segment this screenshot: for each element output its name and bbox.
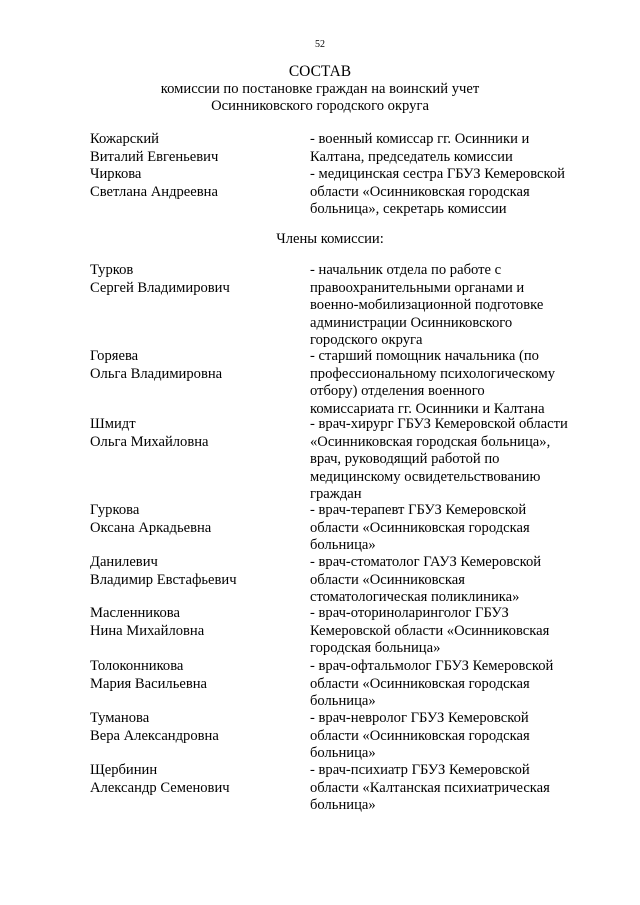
member-role: - врач-офтальмолог ГБУЗ Кемеровской области «Осинниковская городская больница» xyxy=(310,658,554,710)
document-title-block xyxy=(0,63,640,115)
page-number: 52 xyxy=(315,39,325,50)
member-role: - медицинская сестра ГБУЗ Кемеровской области «Осинниковская городская больница», секретарь комиссии xyxy=(310,166,565,218)
member-role: - начальник отдела по работе с правоохранительными органами и военно-мобилизационной подготовке администрации Осинниковского городского округа xyxy=(310,262,544,349)
member-role: - старший помощник начальника (по профессиональному психологическому отбору) отделения военного комиссариата гг. Осинники и Калтана xyxy=(310,348,556,417)
member-role: - врач-терапевт ГБУЗ Кемеровской области «Осинниковская городская больница» xyxy=(310,502,530,554)
member-name: Гуркова Оксана Аркадьевна xyxy=(90,502,212,536)
member-name: Чиркова Светлана Андреевна xyxy=(90,166,218,200)
member-role: - врач-оториноларинголог ГБУЗ Кемеровской области «Осинниковская городская больница» xyxy=(310,605,550,657)
member-name: Толоконникова Мария Васильевна xyxy=(90,658,208,692)
member-role: - врач-стоматолог ГАУЗ Кемеровской области «Осинниковская стоматологическая поликлиника» xyxy=(310,554,542,606)
member-name: Горяева Ольга Владимировна xyxy=(90,348,223,382)
member-name: Кожарский Виталий Евгеньевич xyxy=(90,131,219,165)
member-role: - врач-психиатр ГБУЗ Кемеровской области «Калтанская психиатрическая больница» xyxy=(310,762,550,814)
member-role: - врач-невролог ГБУЗ Кемеровской области «Осинниковская городская больница» xyxy=(310,710,530,762)
member-name: Данилевич Владимир Евстафьевич xyxy=(90,554,237,588)
member-role: - врач-хирург ГБУЗ Кемеровской области «Осинниковская городская больница», врач, руководящий работой по медицинскому освидетельствованию граждан xyxy=(310,416,568,503)
document-title: СОСТАВ xyxy=(288,63,352,80)
members-heading: Члены комиссии: xyxy=(276,231,384,247)
member-role: - военный комиссар гг. Осинники и Калтана, председатель комиссии xyxy=(310,131,530,165)
member-name: Шмидт Ольга Михайловна xyxy=(90,416,209,450)
document-subtitle-line-1: комиссии по постановке граждан на воинский учет xyxy=(160,81,480,97)
member-name: Масленникова Нина Михайловна xyxy=(90,605,205,639)
document-subtitle-line-2: Осинниковского городского округа xyxy=(211,98,429,114)
member-name: Турков Сергей Владимирович xyxy=(90,262,230,296)
member-name: Щербинин Александр Семенович xyxy=(90,762,230,796)
member-name: Туманова Вера Александровна xyxy=(90,710,219,744)
